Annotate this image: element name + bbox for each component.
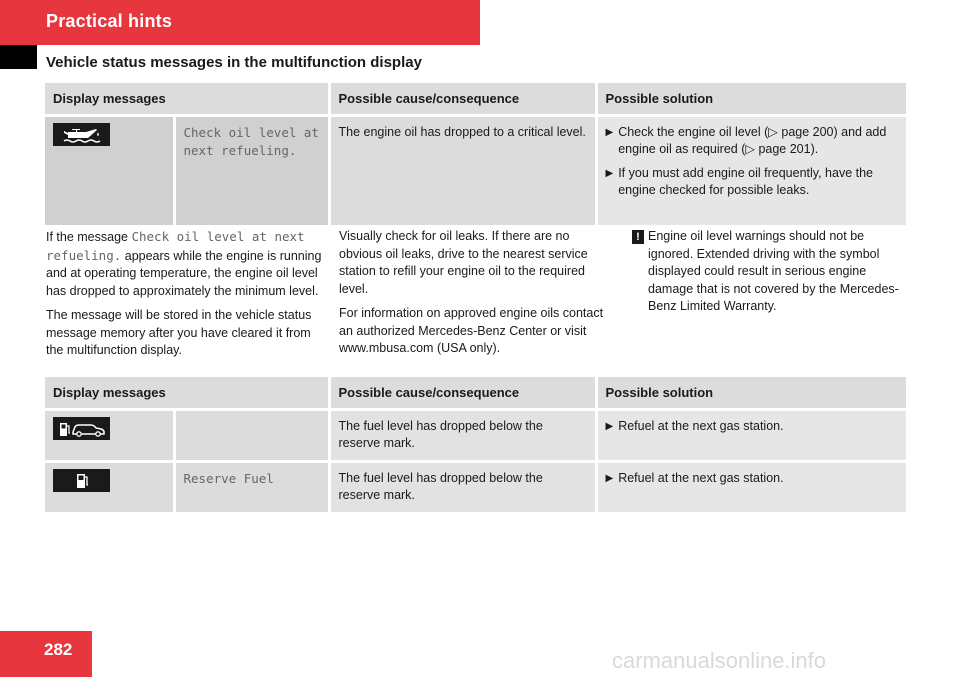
col-header-cause: Possible cause/consequence [329,377,596,410]
solution-text: If you must add engine oil frequently, have the engine checked for possible leaks. [618,166,873,197]
paragraph: Visually check for oil leaks. If there are no obvious oil leaks, drive to the nearest service station to refill your engine oil to the required level. [339,229,588,296]
icon-cell [45,462,174,513]
col-header-solution: Possible solution [596,83,906,116]
cause-text: The engine oil has dropped to a critical level. [329,116,596,225]
solution-cell [596,116,906,225]
solution-text: Refuel at the next gas station. [618,471,784,485]
display-message [174,410,329,462]
col-header-cause: Possible cause/consequence [329,83,596,116]
table-row [45,410,906,462]
list-item [606,165,899,199]
warning-icon: ! [632,230,644,244]
icon-cell [45,410,174,462]
list-item [606,124,899,158]
solution-cell [596,462,906,513]
table-row [45,462,906,513]
watermark: carmanualsonline.info [612,648,827,673]
arrow-icon: ▶ [605,127,614,138]
inline-display-message: Check oil level at next refueling. [46,229,305,263]
cause-text: The fuel level has dropped below the reserve mark. [329,410,596,462]
arrow-icon: ▶ [605,473,614,484]
warning-text: Engine oil level warnings should not be ignored. Extended driving with the symbol displayed could result in serious engine damage that is not covered by the Mercedes-Benz Limited Warranty. [648,229,899,313]
body-column-2 [339,228,615,365]
col-header-display: Display messages [45,83,329,116]
cause-text: The fuel level has dropped below the reserve mark. [329,462,596,513]
icon-cell [45,116,174,225]
status-table-fuel [45,377,906,512]
solution-cell [596,410,906,462]
warning-note [632,228,906,316]
paragraph: If the message Check oil level at next refueling. appears while the engine is running and at operating temperature, the engine oil level has dropped to approximately the minimum level. [46,229,322,298]
oil-can-icon [53,123,110,146]
status-table-oil [45,83,906,225]
paragraph: For information on approved engine oils contact an authorized Mercedes-Benz Center or visit www.mbusa.com (USA only). [339,306,604,355]
col-header-display: Display messages [45,377,329,410]
table-row [45,116,906,225]
list-item [606,418,899,435]
list-item [606,470,899,487]
section-title: Vehicle status messages in the multifunction display [46,54,422,71]
header-tab-marker [0,45,37,69]
solution-text: Refuel at the next gas station. [618,419,784,433]
page-number: 282 [44,640,73,659]
paragraph: The message will be stored in the vehicle status message memory after you have cleared it from the multifunction display. [46,308,312,357]
body-column-1 [46,228,322,367]
arrow-icon: ▶ [605,168,614,179]
solution-text: Check the engine oil level (▷ page 200) and add engine oil as required (▷ page 201). [618,125,887,156]
display-message: Check oil level at next refueling. [174,116,329,225]
arrow-icon: ▶ [605,421,614,432]
chapter-title: Practical hints [46,11,173,31]
display-message: Reserve Fuel [174,462,329,513]
fuel-pump-car-icon [53,417,110,440]
col-header-solution: Possible solution [596,377,906,410]
fuel-pump-icon [53,469,110,492]
